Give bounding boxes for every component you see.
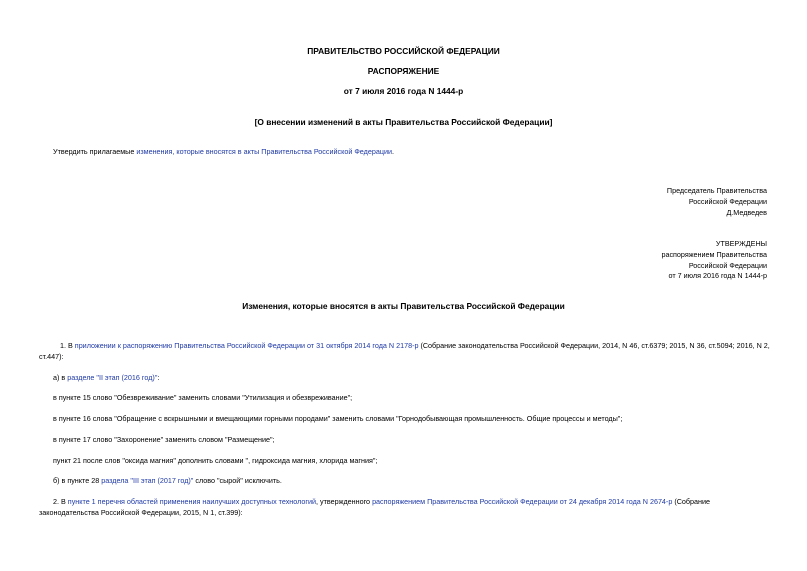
item-2-prefix: 2. В <box>53 497 68 506</box>
item-2-mid: , утвержденного <box>316 497 373 506</box>
item-1-line-2: ст.447): <box>39 352 64 361</box>
section-2-link[interactable]: разделе "II этап (2016 год)" <box>67 373 158 382</box>
approve-tail: . <box>391 147 394 156</box>
item-1-link[interactable]: приложении к распоряжению Правительства Российской Федерации от 31 октября 2014 года N 2178-р <box>74 341 419 350</box>
approve-text: Утвердить прилагаемые <box>53 147 137 156</box>
government-heading: ПРАВИТЕЛЬСТВО РОССИЙСКОЙ ФЕДЕРАЦИИ <box>307 46 500 56</box>
signature-name: Д.Медведев <box>726 208 767 217</box>
item-1-line-1 <box>60 341 768 350</box>
document-type: РАСПОРЯЖЕНИЕ <box>367 66 440 76</box>
approved-line-2: распоряжением Правительства <box>661 250 767 259</box>
point-17-text: в пункте 17 слово "Захоронение" заменить словом "Размещение"; <box>53 435 275 444</box>
point-21-text: пункт 21 после слов "оксида магния" дополнить словами ", гидроксида магния, хлорида магния"; <box>53 456 378 465</box>
sub-item-a-tail: : <box>157 373 160 382</box>
sub-item-b-prefix: б) в пункте 28 <box>53 476 102 485</box>
item-2-link-1[interactable]: пункте 1 перечня областей применения наилучших доступных технологий <box>67 497 317 506</box>
document-title: [О внесении изменений в акты Правительства Российской Федерации] <box>254 117 553 127</box>
point-16-text: в пункте 16 слова "Обращение с вскрышными и вмещающими горными породами" заменить словами "Горнодобывающая промышленность. Общие процессы и методы"; <box>53 414 623 423</box>
point-15-text: в пункте 15 слово "Обезвреживание" заменить словами "Утилизация и обезвреживание"; <box>53 393 353 402</box>
item-2-rest: (Собрание <box>672 497 710 506</box>
item-2-link-2[interactable]: распоряжением Правительства Российской Федерации от 24 декабря 2014 года N 2674-р <box>372 497 673 506</box>
section-3-link[interactable]: раздела "III этап (2017 год)" <box>101 476 194 485</box>
item-1-prefix: 1. В <box>60 341 75 350</box>
document-date-number: от 7 июля 2016 года N 1444-р <box>343 86 464 96</box>
sub-item-a <box>53 373 159 382</box>
sub-item-a-prefix: а) в <box>53 373 68 382</box>
approved-line-4: от 7 июля 2016 года N 1444-р <box>668 271 767 280</box>
approved-line-3: Российской Федерации <box>688 261 767 270</box>
changes-link[interactable]: изменения, которые вносятся в акты Правительства Российской Федерации <box>136 147 392 156</box>
item-2-line-2: законодательства Российской Федерации, 2015, N 1, ст.399): <box>39 508 243 517</box>
changes-title: Изменения, которые вносятся в акты Правительства Российской Федерации <box>242 301 565 311</box>
signature-line-1: Председатель Правительства <box>666 186 767 195</box>
approved-line-1: УТВЕРЖДЕНЫ <box>715 239 767 248</box>
sub-item-b-tail: слово "сырой" исключить. <box>193 476 282 485</box>
approve-paragraph <box>53 147 394 156</box>
item-2-line-1 <box>53 497 768 506</box>
sub-item-b <box>53 476 282 485</box>
item-1-rest: (Собрание законодательства Российской Федерации, 2014, N 46, ст.6379; 2015, N 36, ст.5094; 2016, N 2, <box>418 341 770 350</box>
signature-line-2: Российской Федерации <box>688 197 767 206</box>
